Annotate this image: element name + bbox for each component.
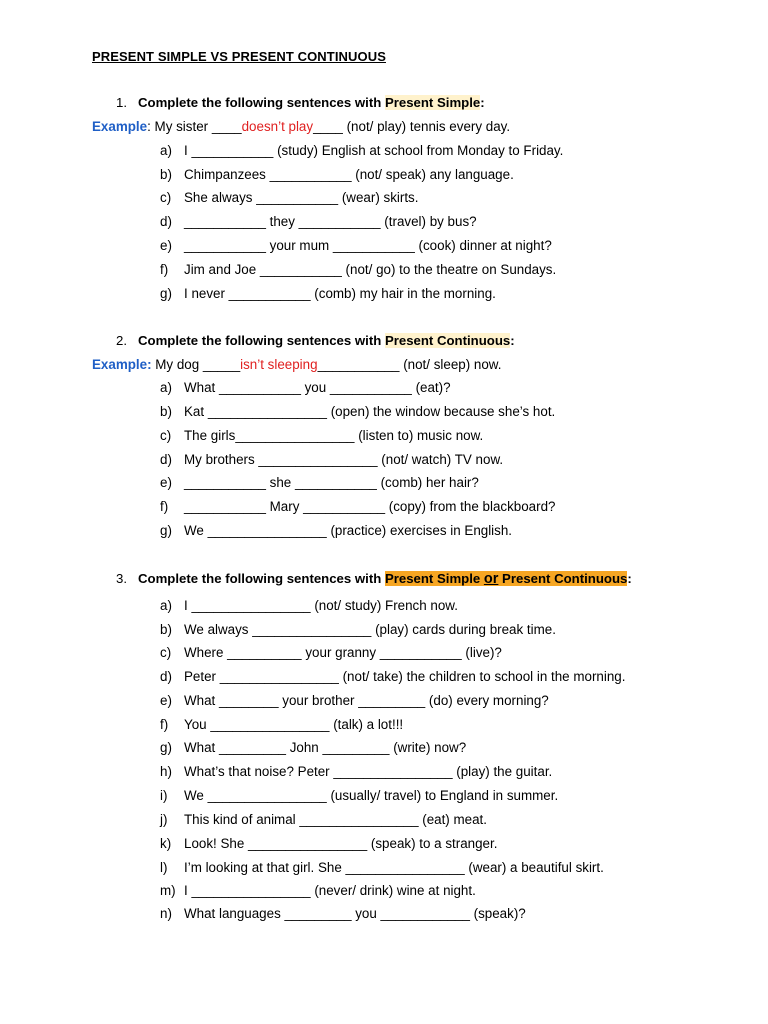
item-text: I never ___________ (comb) my hair in the morning.	[184, 286, 496, 301]
exercise-item	[160, 452, 503, 467]
example-label: Example:	[92, 357, 152, 372]
section-1-heading-suffix: :	[480, 95, 485, 110]
section-3-heading-suffix: :	[627, 571, 632, 586]
section-1-example	[92, 119, 510, 134]
item-text: I ________________ (never/ drink) wine at night.	[184, 883, 476, 898]
exercise-item	[160, 622, 556, 637]
exercise-item	[160, 693, 549, 708]
item-letter: e)	[160, 238, 172, 253]
item-text: ___________ your mum ___________ (cook) dinner at night?	[184, 238, 552, 253]
item-text: The girls________________ (listen to) music now.	[184, 428, 484, 443]
exercise-item	[160, 764, 552, 779]
exercise-item	[160, 883, 476, 898]
section-3-heading	[116, 571, 632, 587]
section-2-example	[92, 357, 501, 372]
exercise-item	[160, 214, 477, 229]
item-text: We ________________ (usually/ travel) to England in summer.	[184, 788, 559, 803]
item-letter: c)	[160, 645, 172, 660]
example-label: Example	[92, 119, 148, 134]
item-letter: n)	[160, 906, 172, 921]
exercise-item	[160, 812, 487, 827]
item-text: I ___________ (study) English at school from Monday to Friday.	[184, 143, 564, 158]
section-3-heading-highlight-a: Present Simple	[384, 571, 484, 586]
item-letter: c)	[160, 190, 172, 205]
exercise-item	[160, 190, 418, 205]
exercise-item	[160, 669, 625, 684]
item-letter: f)	[160, 262, 169, 277]
item-text: Chimpanzees ___________ (not/ speak) any language.	[184, 167, 514, 182]
item-letter: f)	[160, 717, 169, 732]
section-1-heading	[116, 95, 485, 110]
section-2-heading-highlight: Present Continuous	[384, 333, 511, 348]
example-before: : My sister ____	[147, 119, 242, 134]
item-letter: e)	[160, 475, 172, 490]
item-letter: i)	[160, 788, 168, 803]
section-2-heading	[116, 333, 515, 348]
item-text: This kind of animal ________________ (eat) meat.	[184, 812, 487, 827]
exercise-item	[160, 740, 466, 755]
item-text: Jim and Joe ___________ (not/ go) to the theatre on Sundays.	[184, 262, 557, 277]
item-text: Where __________ your granny ___________ (live)?	[184, 645, 502, 660]
example-after: ____ (not/ play) tennis every day.	[313, 119, 511, 134]
item-text: My brothers ________________ (not/ watch) TV now.	[184, 452, 504, 467]
exercise-item	[160, 836, 497, 851]
item-letter: c)	[160, 428, 172, 443]
page-title: PRESENT SIMPLE VS PRESENT CONTINUOUS	[92, 49, 386, 64]
exercise-item	[160, 598, 458, 613]
exercise-item	[160, 238, 552, 253]
item-text: Peter ________________ (not/ take) the children to school in the morning.	[184, 669, 626, 684]
exercise-item	[160, 262, 556, 277]
item-text: ___________ they ___________ (travel) by bus?	[184, 214, 477, 229]
item-letter: e)	[160, 693, 172, 708]
item-text: What’s that noise? Peter ________________ (play) the guitar.	[184, 764, 553, 779]
item-letter: j)	[160, 812, 168, 827]
example-answer: isn’t sleeping	[240, 357, 318, 372]
item-letter: l)	[160, 860, 168, 875]
item-letter: b)	[160, 404, 172, 419]
item-text: ___________ she ___________ (comb) her hair?	[184, 475, 479, 490]
example-before: My dog _____	[151, 357, 241, 372]
item-text: We always ________________ (play) cards during break time.	[184, 622, 556, 637]
section-3-heading-highlight-b: Present Continuous	[498, 571, 628, 586]
item-letter: a)	[160, 598, 172, 613]
item-text: What ________ your brother _________ (do) every morning?	[184, 693, 549, 708]
item-text: Kat ________________ (open) the window because she’s hot.	[184, 404, 556, 419]
item-text: What ___________ you ___________ (eat)?	[184, 380, 451, 395]
exercise-item	[160, 788, 558, 803]
item-letter: b)	[160, 167, 172, 182]
section-1-heading-prefix: Complete the following sentences with	[138, 95, 385, 110]
exercise-item	[160, 906, 526, 921]
section-3-heading-or: or	[483, 571, 499, 587]
exercise-item	[160, 167, 514, 182]
item-letter: g)	[160, 286, 172, 301]
item-text: We ________________ (practice) exercises in English.	[184, 523, 513, 538]
item-letter: a)	[160, 143, 172, 158]
item-text: Look! She ________________ (speak) to a stranger.	[184, 836, 498, 851]
example-answer: doesn’t play	[241, 119, 314, 134]
item-letter: h)	[160, 764, 172, 779]
item-letter: d)	[160, 214, 172, 229]
item-text: You ________________ (talk) a lot!!!	[184, 717, 404, 732]
exercise-item	[160, 645, 502, 660]
exercise-item	[160, 380, 451, 395]
exercise-item	[160, 143, 563, 158]
exercise-item	[160, 428, 483, 443]
exercise-item	[160, 286, 496, 301]
item-text: I ________________ (not/ study) French now.	[184, 598, 458, 613]
item-text: She always ___________ (wear) skirts.	[184, 190, 419, 205]
exercise-item	[160, 523, 512, 538]
section-3-number: 3.	[116, 571, 127, 586]
section-2-heading-prefix: Complete the following sentences with	[138, 333, 385, 348]
item-letter: g)	[160, 740, 172, 755]
item-letter: f)	[160, 499, 169, 514]
exercise-item	[160, 475, 479, 490]
exercise-item	[160, 717, 403, 732]
item-text: What languages _________ you ____________ (speak)?	[184, 906, 526, 921]
item-letter: g)	[160, 523, 172, 538]
item-letter: m)	[160, 883, 176, 898]
section-1-heading-highlight: Present Simple	[384, 95, 481, 110]
exercise-item	[160, 499, 555, 514]
item-text: I’m looking at that girl. She ________________ (wear) a beautiful skirt.	[184, 860, 604, 875]
exercise-item	[160, 404, 555, 419]
section-3-heading-highlight	[385, 571, 627, 586]
exercise-item	[160, 860, 604, 875]
item-letter: d)	[160, 452, 172, 467]
item-letter: k)	[160, 836, 172, 851]
item-letter: b)	[160, 622, 172, 637]
item-letter: a)	[160, 380, 172, 395]
item-text: ___________ Mary ___________ (copy) from the blackboard?	[184, 499, 556, 514]
section-2-number: 2.	[116, 333, 127, 348]
section-2-heading-suffix: :	[510, 333, 515, 348]
item-letter: d)	[160, 669, 172, 684]
section-3-heading-prefix: Complete the following sentences with	[138, 571, 385, 586]
example-after: ___________ (not/ sleep) now.	[317, 357, 502, 372]
item-text: What _________ John _________ (write) now?	[184, 740, 467, 755]
section-1-number: 1.	[116, 95, 127, 110]
